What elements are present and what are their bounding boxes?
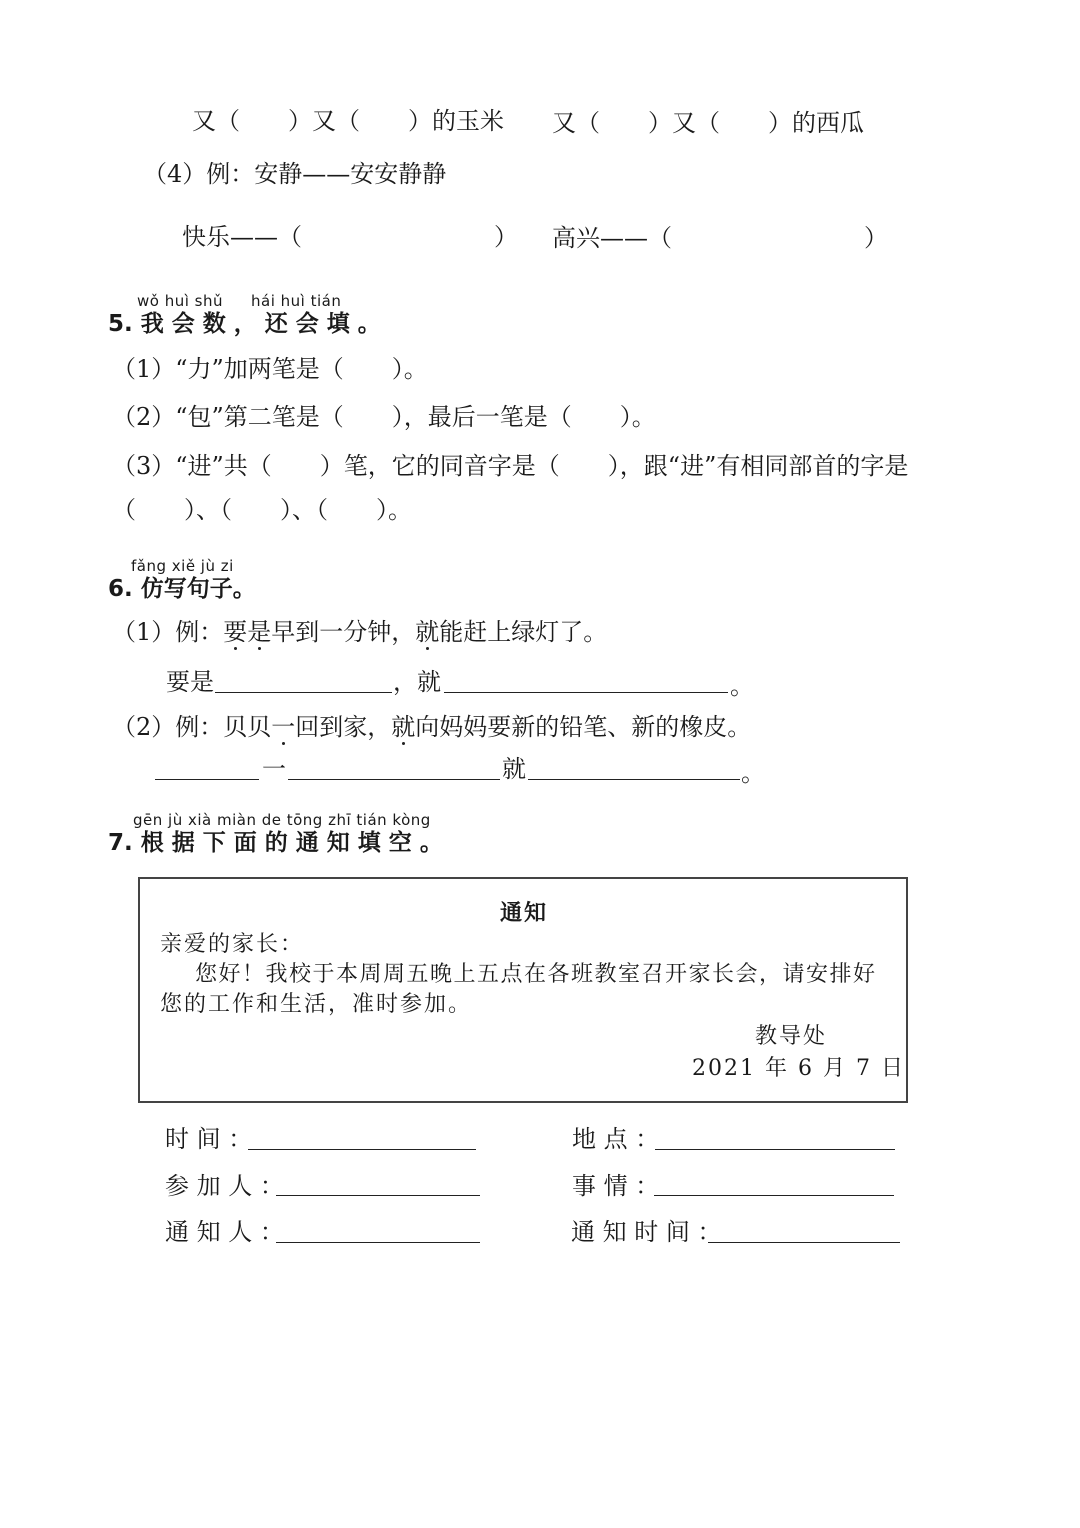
q6-example-2 [112,712,751,742]
yuzhi-corn-line: 又（ ）又（ ）的玉米 [192,107,504,135]
q6-ex2-dot-yi: 一 [271,713,296,741]
q6-ex1-dot-yao: 要 [223,618,248,646]
notice-box [138,877,908,1103]
q6-fill-1-blank-b[interactable] [444,692,728,693]
q6-ex1-dot-shi: 是 [247,618,272,646]
notice-greeting: 亲爱的家长： [160,932,305,957]
q6-fill-2-blank-c[interactable] [528,779,740,780]
reduplication-happy: 快乐——（ ） [182,223,518,251]
notice-sender: 教导处 [755,1024,828,1049]
field-time-blank[interactable] [248,1149,476,1150]
q6-fill-1-end: 。 [730,672,754,700]
q7-pinyin: gēn jù xià miàn de tōng zhī tián kòng [133,811,431,829]
q6-ex2-end: 向妈妈要新的铅笔、新的橡皮。 [415,713,752,741]
field-place-label: 地 点 ： [572,1125,660,1153]
q6-fill-2-end: 。 [741,759,765,787]
field-matter-label: 事 情 ： [572,1172,660,1200]
example-4: （4）例：安静——安安静静 [143,160,447,188]
notice-body-2: 您的工作和生活，准时参加。 [160,992,473,1017]
q7-title: 7. 根 据 下 面 的 通 知 填 空 。 [108,830,443,856]
q6-ex1-end: 能赶上绿灯了。 [439,618,608,646]
q6-ex2-dot-jiu: 就 [391,713,416,741]
q5-item-3: （3）“进”共（ ）笔，它的同音字是（ ），跟“进”有相同部首的字是 [112,452,909,480]
q6-fill-1-a: 要是 [166,668,214,696]
q6-ex2-prefix: （2）例：贝贝 [112,713,272,741]
notice-title: 通知 [500,900,549,926]
q6-example-1 [112,617,607,647]
field-attendees-blank[interactable] [276,1195,480,1196]
q6-fill-2-b: 就 [502,755,526,783]
field-notify-time-blank[interactable] [708,1242,900,1243]
notice-date: 2021 年 6 月 7 日 [692,1056,905,1081]
field-notifier-label: 通 知 人 ： [165,1218,284,1246]
q6-ex1-dot-jiu: 就 [415,618,440,646]
q6-ex1-prefix: （1）例： [112,618,224,646]
field-place-blank[interactable] [655,1149,895,1150]
reduplication-glad: 高兴——（ ） [552,224,888,252]
q5-item-2: （2）“包”第二笔是（ ），最后一笔是（ ）。 [112,403,656,431]
q6-fill-2-blank-b[interactable] [288,779,500,780]
q5-title: 5. 我 会 数 ， 还 会 填 。 [108,311,381,337]
q5-item-1: （1）“力”加两笔是（ ）。 [112,355,428,383]
field-matter-blank[interactable] [654,1195,894,1196]
q6-fill-2-blank-a[interactable] [155,779,259,780]
q6-ex1-middle: 早到一分钟， [271,618,416,646]
q6-fill-1-blank-a[interactable] [215,692,392,693]
q6-ex2-middle: 回到家， [295,713,392,741]
q6-pinyin: fǎng xiě jù zi [131,557,234,575]
q5-item-4: （ ）、（ ）、（ ）。 [112,496,412,524]
q5-pinyin-1: wǒ huì shǔ [137,292,223,310]
field-notifier-blank[interactable] [276,1242,480,1243]
field-time-label: 时 间 ： [165,1125,253,1153]
q5-pinyin-2: hái huì tián [251,292,342,310]
q6-fill-2-a: 一 [262,755,286,783]
q6-fill-1-b: ，就 [393,668,441,696]
field-attendees-label: 参 加 人 ： [165,1172,284,1200]
q6-title: 6. 仿写句子。 [108,576,256,602]
field-notify-time-label: 通 知 时 间 ： [571,1218,722,1246]
yuzhi-melon-line: 又（ ）又（ ）的西瓜 [552,109,864,137]
notice-body-1: 您好！我校于本周周五晚上五点在各班教室召开家长会，请安排好 [195,962,877,987]
